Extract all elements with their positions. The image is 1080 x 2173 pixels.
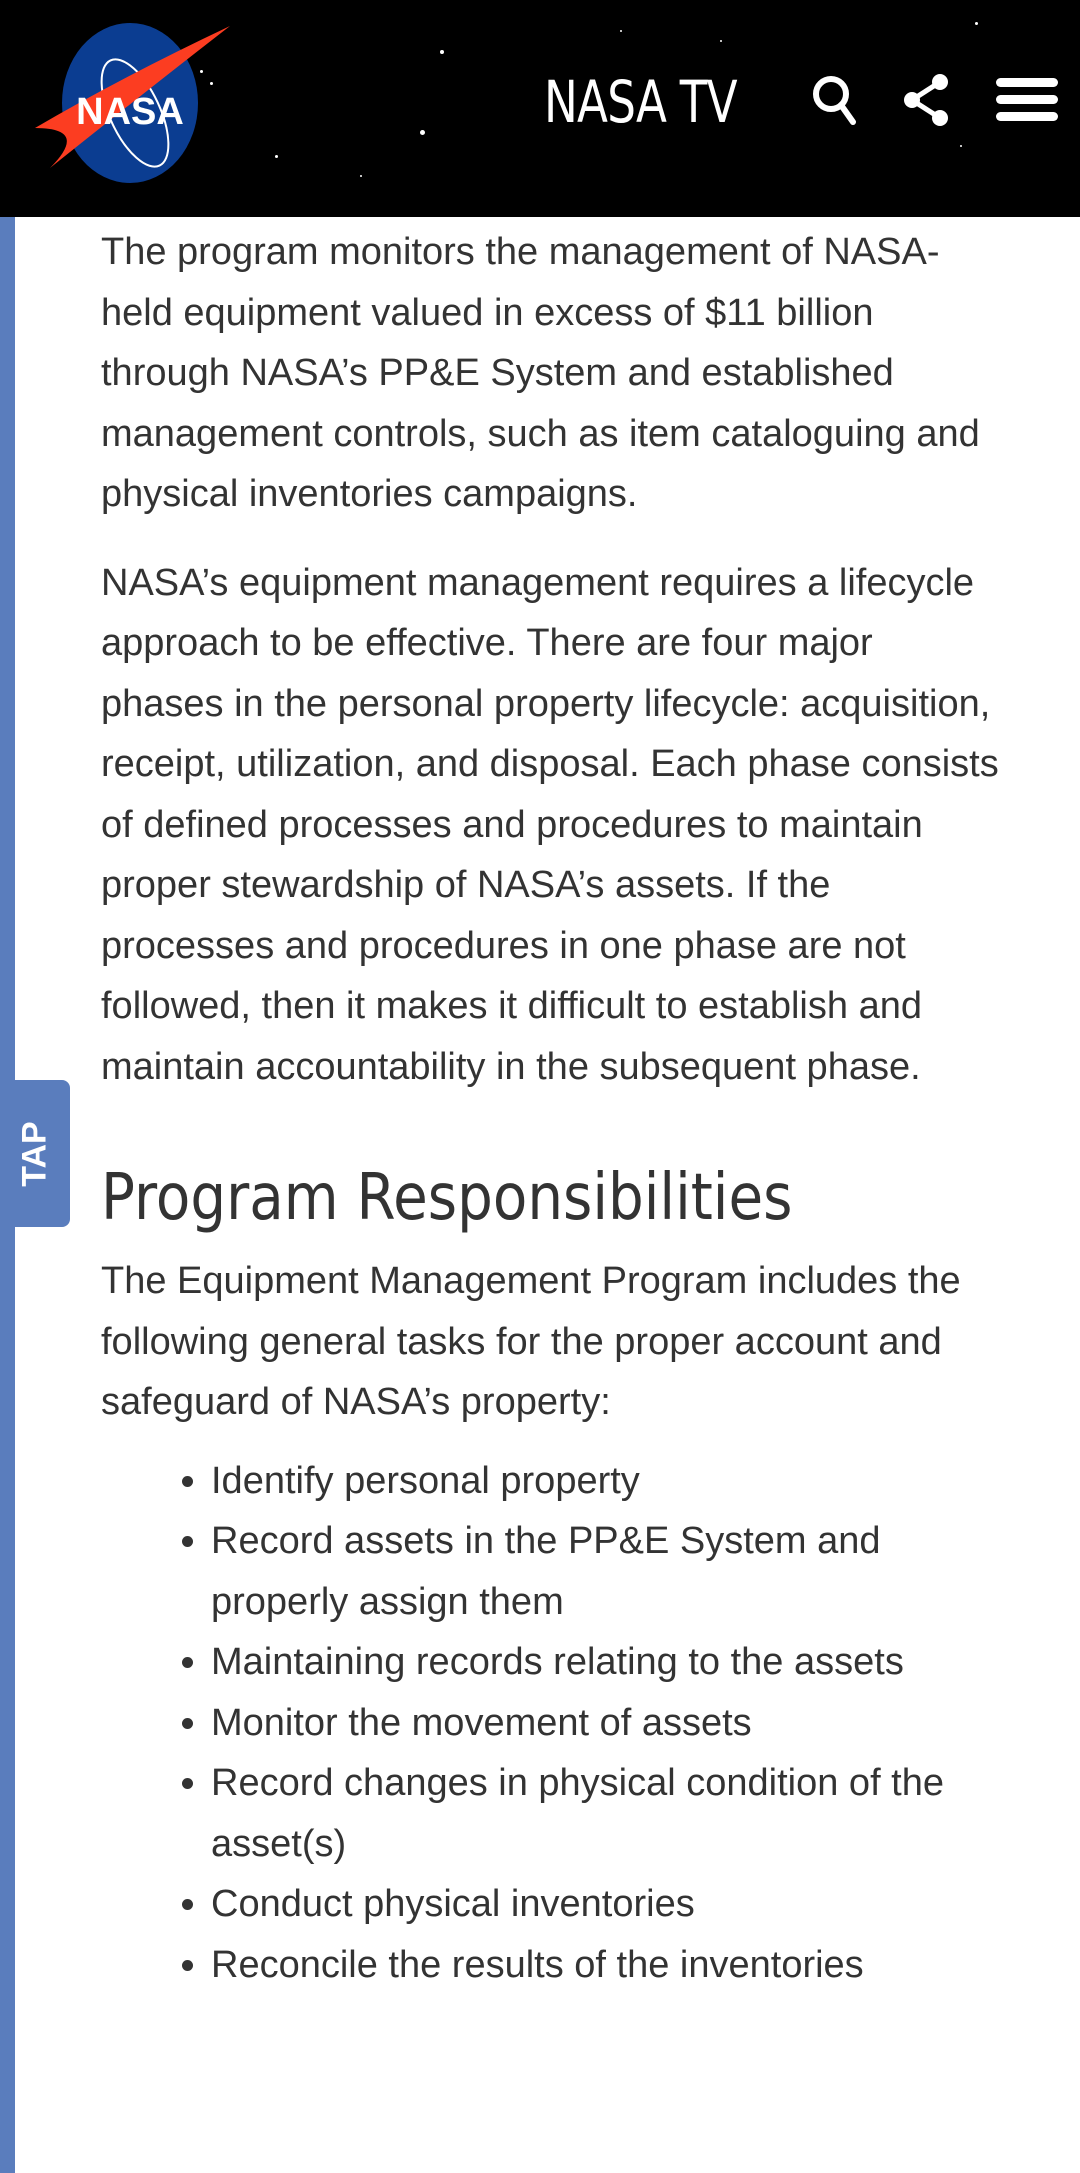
task-list bbox=[101, 1451, 999, 1996]
list-item: • Monitor the movement of assets bbox=[211, 1693, 999, 1754]
paragraph: NASA’s equipment management requires a lifecycle approach to be effective. There are four major phases in the personal property lifecycle: acquisition, receipt, utilization, and disposal. Each phase consists of defined processes and procedures to maintain proper stewardship of NASA’s assets. If the processes and procedures in one phase are not followed, then it makes it difficult to establish and maintain accountability in the subsequent phase. bbox=[101, 561, 999, 1088]
nasa-logo[interactable] bbox=[30, 18, 240, 188]
section-intro: The Equipment Management Program includes the following general tasks for the proper account and safeguard of NASA’s property: bbox=[101, 1260, 961, 1423]
list-item: • Record assets in the PP&E System and properly assign them bbox=[211, 1511, 999, 1632]
section-heading: Program Responsibilities bbox=[101, 1161, 793, 1235]
list-item: • Identify personal property bbox=[211, 1451, 999, 1512]
nasa-tv-link[interactable]: NASA TV bbox=[544, 68, 737, 136]
list-item: • Record changes in physical condition of the asset(s) bbox=[211, 1753, 999, 1874]
menu-icon[interactable] bbox=[996, 70, 1060, 130]
list-item: • Conduct physical inventories bbox=[211, 1874, 999, 1935]
article-content bbox=[101, 222, 999, 1995]
list-item: • Reconcile the results of the inventories bbox=[211, 1935, 999, 1996]
tap-label: TAP bbox=[15, 1120, 54, 1187]
tap-tab-button[interactable] bbox=[0, 1080, 70, 1227]
logo-text: NASA bbox=[76, 91, 184, 133]
search-icon[interactable] bbox=[805, 70, 865, 130]
paragraph: The program monitors the management of NASA-held equipment valued in excess of $11 billion through NASA’s PP&E System and established management controls, such as item cataloguing and physical inventories campaigns. bbox=[101, 231, 980, 515]
share-icon[interactable] bbox=[898, 70, 958, 130]
list-item: • Maintaining records relating to the assets bbox=[211, 1632, 999, 1693]
site-header bbox=[0, 0, 1080, 217]
